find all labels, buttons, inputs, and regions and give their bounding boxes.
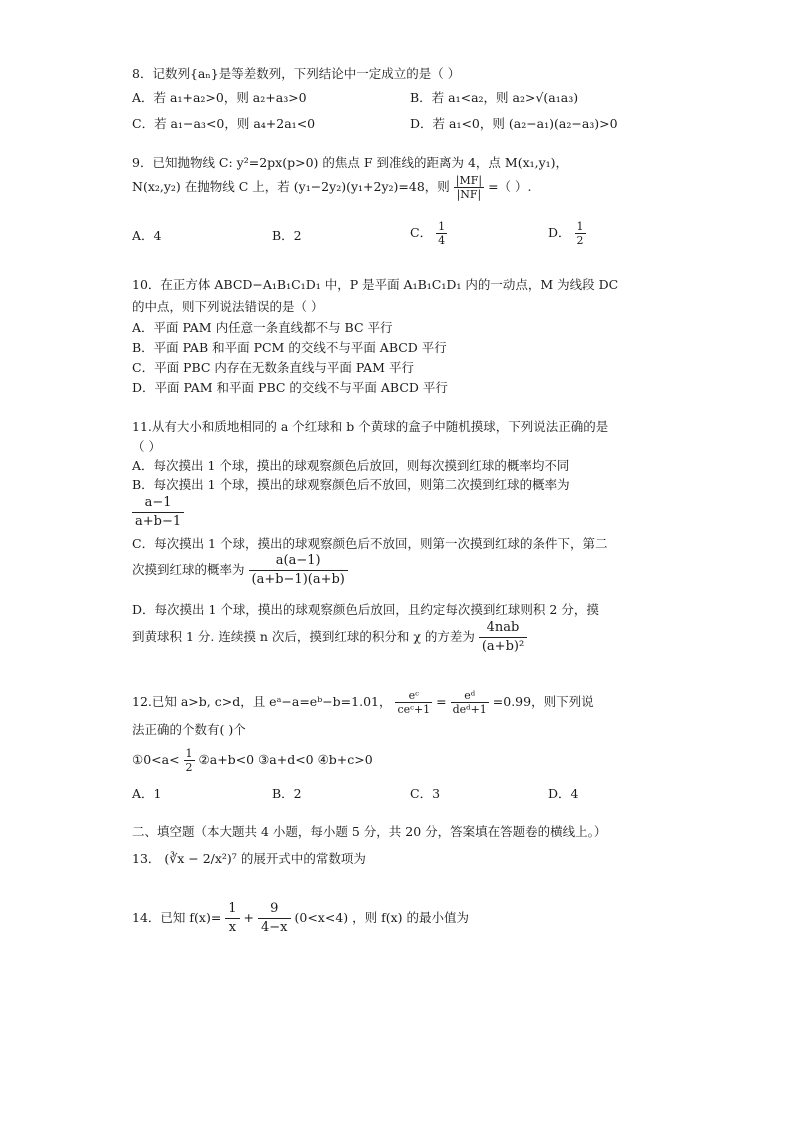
q12-fraction-c-numerator: eᶜ [395, 689, 432, 703]
q13-label: 13． [132, 851, 161, 866]
q14-answer-blank[interactable]: ____________. [473, 910, 552, 925]
q11-option-c-line2 [132, 552, 348, 589]
q9-option-c-fraction [436, 220, 447, 247]
q9-stem-line2 [132, 174, 532, 201]
q14-lhs: f(x)= [189, 910, 222, 925]
q11-option-c-fraction [249, 552, 348, 589]
q9-option-c-numerator: 1 [438, 220, 446, 233]
q11-option-b-denominator: a+b−1 [135, 514, 182, 529]
q14-line [132, 898, 552, 938]
q13-answer-blank[interactable]: ________________. [369, 851, 474, 866]
q12-statement-1: ①0<a< [132, 752, 180, 767]
q8-option-b: B．若 a₁<a₂，则 a₂>√(a₁a₃) [410, 90, 579, 105]
q12-statement-1-numerator: 1 [185, 747, 193, 760]
q12-option-d: D．4 [548, 786, 579, 801]
q12-option-b: B．2 [272, 786, 302, 801]
q10-stem-line2: 的中点，则下列说法错误的是（ ） [132, 299, 324, 314]
q10-option-a: A．平面 PAM 内任意一条直线都不与 BC 平行 [132, 320, 393, 335]
q10-option-b: B．平面 PAB 和平面 PCM 的交线不与平面 ABCD 平行 [132, 340, 447, 355]
q14-plus-sign: + [243, 910, 255, 925]
q12-statement-1-fraction [184, 747, 195, 774]
q12-stem-part-b: =0.99，则下列说 [492, 694, 594, 709]
q11-option-d-fraction [479, 619, 527, 656]
q11-option-c-numerator: a(a−1) [249, 552, 348, 571]
q14-fraction-2 [258, 900, 291, 937]
q12-fraction-d-denominator: deᵈ+1 [452, 703, 487, 716]
q11-option-b-text: B．每次摸出 1 个球，摸出的球观察颜色后不放回，则第二次摸到红球的概率为 [132, 477, 570, 492]
q9-stem-line1: 9．已知抛物线 C: y²=2px(p>0) 的焦点 F 到准线的距离为 4，点 M(x₁,y₁)， [132, 155, 569, 170]
q12-stem-line1 [132, 686, 594, 718]
q12-statement-1-denominator: 2 [185, 761, 193, 774]
q14-fraction-2-numerator: 9 [258, 900, 291, 919]
q14-fraction-1-numerator: 1 [225, 900, 239, 919]
q14-domain-condition: (0<x<4) [294, 910, 349, 925]
q14-text: ，则 f(x) 的最小值为 [352, 910, 470, 925]
q11-stem-line2: （ ） [132, 439, 161, 454]
q12-fraction-d-numerator: eᵈ [451, 689, 489, 703]
q9-ratio-denominator: |NF| [456, 188, 482, 201]
q12-statements [132, 744, 373, 776]
q11-option-a: A．每次摸出 1 个球，摸出的球观察颜色后放回，则每次摸到红球的概率均不同 [132, 458, 570, 473]
q11-option-b-fraction-body [132, 494, 184, 531]
q8-option-d: D．若 a₁<0，则 (a₂−a₁)(a₂−a₃)>0 [410, 116, 618, 131]
q11-option-d-line1: D．每次摸出 1 个球，摸出的球观察颜色后放回，且约定每次摸到红球则积 2 分，摸 [132, 602, 599, 617]
q10-option-c: C．平面 PBC 内存在无数条直线与平面 PAM 平行 [132, 360, 414, 375]
q12-option-c: C．3 [410, 786, 441, 801]
q11-option-b-fraction [132, 494, 184, 531]
q12-equals-sign: = [436, 694, 447, 709]
q9-stem-part-a: N(x₂,y₂) 在抛物线 C 上，若 (y₁−2y₂)(y₁+2y₂)=48，则 [132, 179, 450, 194]
q9-option-b: B．2 [272, 228, 302, 243]
q13-expression: (∛x − 2/x²)⁷ [164, 851, 237, 866]
q11-option-b-numerator: a−1 [132, 494, 184, 513]
q10-option-d: D．平面 PAM 和平面 PBC 的交线不与平面 ABCD 平行 [132, 380, 448, 395]
q9-option-a: A．4 [132, 228, 162, 243]
q11-option-c-text: 次摸到红球的概率为 [132, 562, 245, 577]
q10-stem-line1: 10．在正方体 ABCD−A₁B₁C₁D₁ 中，P 是平面 A₁B₁C₁D₁ 内的一动点，M 为线段 DC [132, 277, 619, 292]
q12-fraction-c-denominator: ceᶜ+1 [397, 703, 431, 716]
q11-stem-line1: 11.从有大小和质地相同的 a 个红球和 b 个黄球的盒子中随机摸球，下列说法正确的是 [132, 419, 609, 434]
q9-option-c-denominator: 4 [438, 234, 446, 247]
q9-option-d [548, 220, 586, 247]
q9-option-d-label: D． [548, 225, 571, 240]
q13-text: 的展开式中的常数项为 [240, 851, 366, 866]
q12-statements-2-4: ②a+b<0 ③a+d<0 ④b+c>0 [198, 752, 373, 767]
q8-option-c: C．若 a₁−a₃<0，则 a₄+2a₁<0 [132, 116, 316, 131]
q13-line [132, 846, 474, 872]
q9-option-d-denominator: 2 [576, 234, 584, 247]
q8-option-a: A．若 a₁+a₂>0，则 a₂+a₃>0 [132, 90, 307, 105]
q8-stem: 8．记数列{aₙ}是等差数列，下列结论中一定成立的是（ ） [132, 66, 461, 81]
q9-option-c [410, 220, 447, 247]
q9-option-d-numerator: 1 [576, 220, 584, 233]
q11-option-c-line1: C．每次摸出 1 个球，摸出的球观察颜色后不放回，则第一次摸到红球的条件下，第二 [132, 536, 608, 551]
q14-fraction-1-denominator: x [228, 920, 237, 935]
q9-ratio-fraction [454, 174, 484, 201]
q11-option-d-denominator: (a+b)² [481, 639, 525, 654]
q11-option-d-numerator: 4nab [479, 619, 527, 638]
q9-stem-part-b: =（ ）. [488, 179, 532, 194]
q11-option-d-line2 [132, 618, 527, 656]
q9-option-d-fraction [575, 220, 586, 247]
q12-stem-part-a: 12.已知 a>b, c>d，且 eᵃ−a=eᵇ−b=1.01， [132, 694, 392, 709]
q11-option-c-denominator: (a+b−1)(a+b) [251, 572, 345, 587]
q12-fraction-d [451, 689, 489, 716]
q11-option-d-text: 到黄球积 1 分. 连续摸 n 次后，摸到红球的积分和 χ 的方差为 [132, 629, 475, 644]
q12-stem-line2: 法正确的个数有( )个 [132, 722, 246, 737]
q9-option-c-label: C． [410, 225, 433, 240]
q14-fraction-1 [225, 900, 239, 937]
section-heading-fill-in: 二、填空题（本大题共 4 小题，每小题 5 分，共 20 分，答案填在答题卷的横线上。） [132, 824, 607, 839]
q14-label: 14．已知 [132, 910, 186, 925]
q14-fraction-2-denominator: 4−x [261, 920, 288, 935]
q12-option-a: A．1 [132, 786, 162, 801]
q9-ratio-numerator: |MF| [455, 174, 483, 187]
q12-fraction-c [395, 689, 432, 716]
